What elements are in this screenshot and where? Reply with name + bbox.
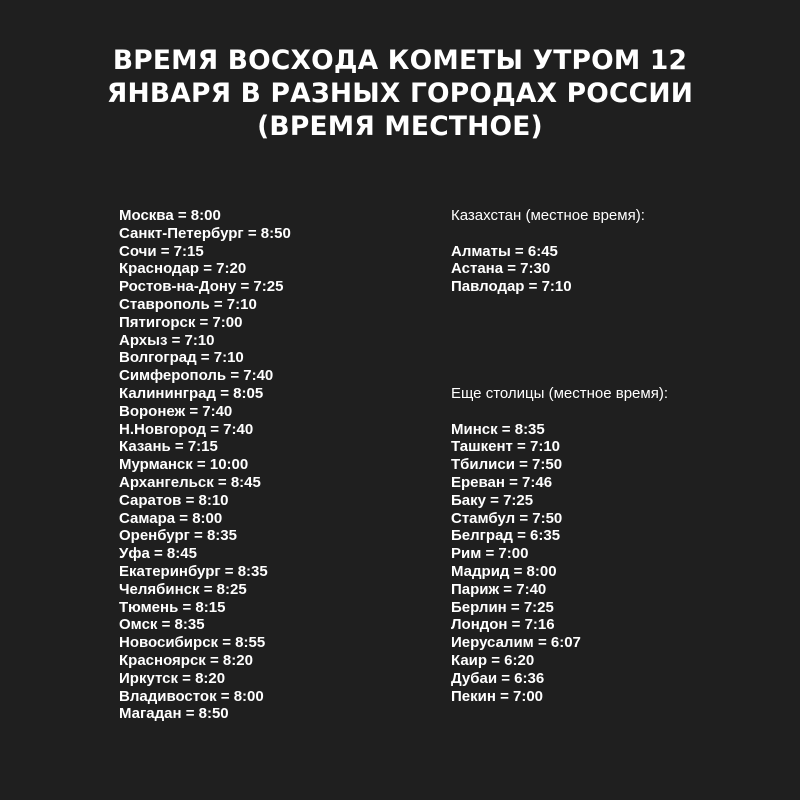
- foreign-city-list: [451, 207, 668, 705]
- list-item: Оренбург = 8:35: [119, 527, 237, 545]
- list-item: Самара = 8:00: [119, 509, 223, 527]
- list-item: Новосибирск = 8:55: [119, 634, 266, 652]
- list-item: Омск = 8:35: [119, 616, 205, 634]
- list-item: Сочи = 7:15: [119, 242, 204, 260]
- list-item: Мурманск = 10:00: [119, 456, 249, 474]
- list-item: Санкт-Петербург = 8:50: [119, 224, 291, 242]
- list-item: Ростов-на-Дону = 7:25: [119, 278, 284, 296]
- list-item: Иерусалим = 6:07: [451, 634, 581, 652]
- russia-city-list: [119, 207, 291, 723]
- list-item: Краснодар = 7:20: [119, 260, 247, 278]
- list-item: Пекин = 7:00: [451, 687, 544, 705]
- list-item: Саратов = 8:10: [119, 491, 229, 509]
- list-item: Ставрополь = 7:10: [119, 295, 257, 313]
- list-item: Рим = 7:00: [451, 545, 529, 563]
- list-item: Астана = 7:30: [451, 260, 551, 278]
- list-item: Архыз = 7:10: [119, 331, 215, 349]
- list-item: Павлодар = 7:10: [451, 278, 572, 296]
- list-item: Екатеринбург = 8:35: [119, 562, 268, 580]
- list-item: Берлин = 7:25: [451, 598, 554, 616]
- list-item: Архангельск = 8:45: [119, 473, 261, 491]
- list-item: Лондон = 7:16: [451, 616, 555, 634]
- list-item: Мадрид = 8:00: [451, 562, 557, 580]
- list-item: Ереван = 7:46: [451, 473, 553, 491]
- list-item: Дубаи = 6:36: [451, 669, 545, 687]
- list-item: Ташкент = 7:10: [451, 438, 561, 456]
- spacer: [451, 225, 668, 243]
- kazakhstan-heading: Казахстан (местное время):: [451, 207, 645, 224]
- list-item: Красноярск = 8:20: [119, 651, 253, 669]
- list-item: Стамбул = 7:50: [451, 509, 563, 527]
- list-item: Челябинск = 8:25: [119, 580, 247, 598]
- list-item: Симферополь = 7:40: [119, 367, 274, 385]
- list-item: Баку = 7:25: [451, 491, 534, 509]
- list-item: Тюмень = 8:15: [119, 598, 226, 616]
- list-item: Москва = 8:00: [119, 207, 221, 224]
- list-item: Казань = 7:15: [119, 438, 218, 456]
- list-item: Владивосток = 8:00: [119, 687, 264, 705]
- list-item: Каир = 6:20: [451, 651, 535, 669]
- page-title: [0, 44, 800, 143]
- title-line-2: ЯНВАРЯ В РАЗНЫХ ГОРОДАХ РОССИИ: [106, 78, 694, 109]
- list-item: Минск = 8:35: [451, 420, 545, 438]
- list-item: Иркутск = 8:20: [119, 669, 226, 687]
- spacer: [451, 403, 668, 421]
- list-item: Белград = 6:35: [451, 527, 561, 545]
- list-item: Париж = 7:40: [451, 580, 547, 598]
- list-item: Тбилиси = 7:50: [451, 456, 563, 474]
- list-item: Волгоград = 7:10: [119, 349, 244, 367]
- title-line-1: ВРЕМЯ ВОСХОДА КОМЕТЫ УТРОМ 12: [112, 45, 688, 76]
- capitals-heading: Еще столицы (местное время):: [451, 384, 668, 402]
- list-item: Магадан = 8:50: [119, 705, 229, 723]
- list-item: Калининград = 8:05: [119, 384, 264, 402]
- list-item: Уфа = 8:45: [119, 545, 197, 563]
- title-line-3: (ВРЕМЯ МЕСТНОЕ): [257, 111, 543, 142]
- list-item: Воронеж = 7:40: [119, 402, 233, 420]
- spacer: [451, 296, 668, 385]
- list-item: Алматы = 6:45: [451, 242, 558, 260]
- list-item: Н.Новгород = 7:40: [119, 420, 254, 438]
- list-item: Пятигорск = 7:00: [119, 313, 243, 331]
